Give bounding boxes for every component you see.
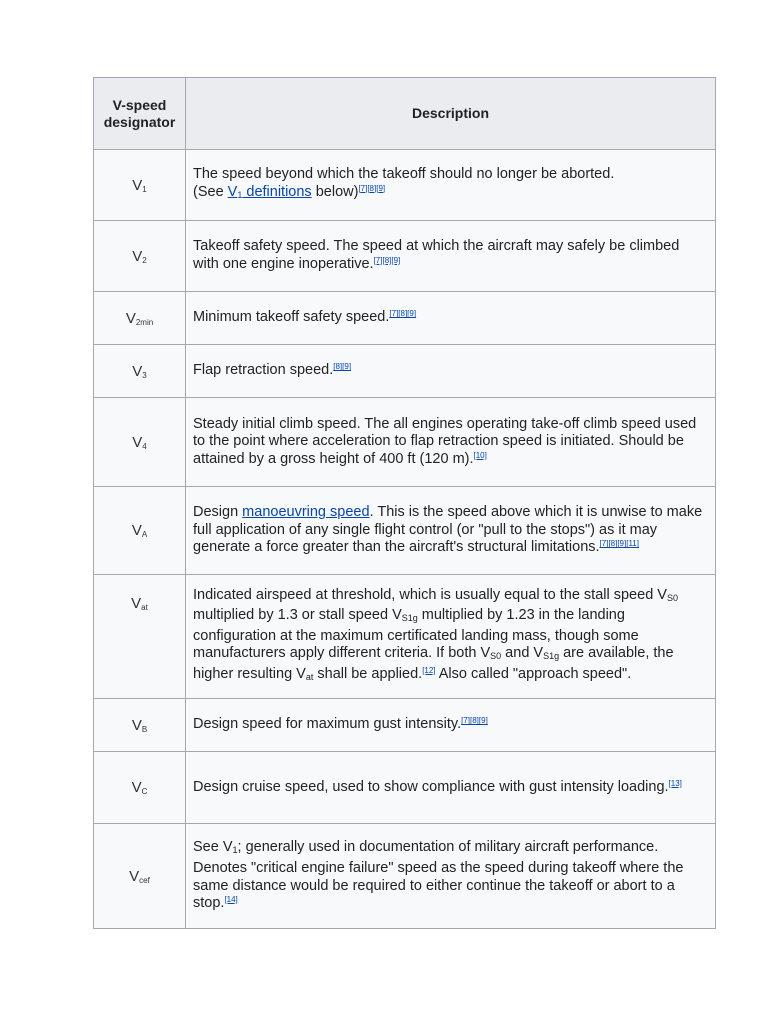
designator-cell	[94, 487, 186, 575]
reference-link[interactable]: [13]	[668, 778, 682, 788]
description-cell	[186, 292, 716, 345]
designator-subscript: A	[141, 530, 148, 539]
description-text: multiplied by 1.3 or stall speed	[193, 607, 393, 624]
link-symbol: V	[227, 183, 238, 200]
description-text: See	[193, 839, 223, 856]
description-text: Also called "approach speed".	[435, 665, 632, 682]
description-text: Design cruise speed, used to show compliance with gust intensity loading.	[193, 778, 669, 795]
manoeuvring-speed-link[interactable]: manoeuvring speed	[242, 504, 370, 521]
designator-symbol: V	[131, 716, 142, 734]
designator-cell	[94, 824, 186, 929]
inline-symbol: V	[392, 607, 402, 624]
designator-subscript: at	[141, 603, 148, 612]
description-text: shall be applied.	[313, 665, 423, 682]
inline-symbol: V	[222, 839, 233, 856]
designator-cell	[94, 699, 186, 752]
inline-symbol: V	[296, 665, 306, 682]
description-cell	[186, 575, 716, 699]
description-cell	[186, 345, 716, 398]
designator-subscript: 2	[142, 255, 147, 265]
table-row	[94, 752, 716, 824]
header-designator-line2: designator	[103, 113, 176, 130]
description-text: Minimum takeoff safety speed.	[193, 309, 390, 326]
table-row	[94, 345, 716, 398]
description-cell	[186, 699, 716, 752]
designator-cell	[94, 752, 186, 824]
inline-subscript: at	[305, 671, 314, 682]
designator-subscript: C	[141, 787, 148, 796]
description-cell	[186, 487, 716, 575]
description-text: . This is the speed above which it is unwise to make full application of any single flight control (or "pull to the stops") as it may generate a force greater than the aircraft's structural limitations.	[193, 504, 703, 556]
designator-symbol: V	[125, 309, 136, 327]
description-cell	[186, 752, 716, 824]
designator-symbol: V	[132, 247, 143, 265]
description-cell	[186, 150, 716, 221]
designator-symbol: V	[132, 433, 143, 451]
description-text: Flap retraction speed.	[193, 362, 334, 379]
designator-cell	[94, 292, 186, 345]
reference-link[interactable]: [14]	[224, 895, 238, 905]
link-text: definitions	[242, 183, 312, 200]
designator-subscript: cef	[139, 875, 150, 885]
designator-subscript: 1	[142, 184, 147, 194]
inline-subscript: S0	[666, 592, 678, 603]
reference-link[interactable]: [7][8][9]	[358, 183, 386, 193]
header-designator-line1: V-speed	[112, 96, 167, 113]
designator-cell	[94, 345, 186, 398]
description-text: Steady initial climb speed. The all engines operating take-off climb speed used to the point where acceleration to flap retraction speed is initiated. Should be attained by a gross height of 400 ft (120 m).	[193, 415, 697, 467]
table-header-row	[94, 78, 716, 150]
inline-subscript: S1g	[401, 613, 418, 624]
designator-symbol: V	[129, 867, 140, 885]
column-header-designator	[94, 78, 186, 150]
description-text: Design	[193, 504, 243, 521]
description-text: Indicated airspeed at threshold, which is usually equal to the stall speed	[193, 586, 658, 603]
inline-symbol: V	[657, 586, 667, 603]
designator-symbol: V	[132, 362, 143, 380]
inline-subscript: 1	[232, 845, 238, 856]
reference-link[interactable]: [10]	[473, 450, 487, 460]
table-row	[94, 575, 716, 699]
designator-subscript: B	[141, 724, 148, 734]
link-subscript: 1	[237, 189, 243, 200]
description-text: and	[501, 645, 534, 662]
table-row	[94, 221, 716, 292]
inline-subscript: S1g	[543, 651, 560, 662]
designator-symbol: V	[131, 522, 142, 539]
designator-subscript: 2min	[135, 317, 154, 327]
reference-link[interactable]: [12]	[422, 665, 436, 675]
designator-symbol: V	[131, 779, 142, 796]
table-row	[94, 398, 716, 487]
description-cell	[186, 824, 716, 929]
description-text: The speed beyond which the takeoff should no longer be aborted.	[193, 165, 615, 182]
designator-cell	[94, 398, 186, 487]
designator-subscript: 3	[142, 370, 147, 380]
v1-definitions-link[interactable]	[228, 184, 312, 200]
reference-link[interactable]: [7][8][9]	[461, 716, 488, 726]
description-text: ; generally used in documentation of military aircraft performance. Denotes "critical engine failure" speed as the speed during takeoff where the same distance would be required to either continue the takeoff or abort to a stop.	[193, 839, 684, 912]
reference-link[interactable]: [7][8][9][11]	[599, 539, 639, 549]
description-cell	[186, 398, 716, 487]
description-text: Takeoff safety speed. The speed at which the aircraft may safely be climbed with one engine inoperative.	[193, 238, 680, 272]
description-text: are available, the higher resulting	[193, 645, 674, 682]
description-text: Design speed for maximum gust intensity.	[193, 716, 462, 733]
reference-link[interactable]: [7][8][9]	[389, 309, 417, 319]
designator-cell	[94, 150, 186, 221]
designator-cell	[94, 221, 186, 292]
table-row	[94, 292, 716, 345]
description-cell	[186, 221, 716, 292]
table-row	[94, 487, 716, 575]
designator-subscript: 4	[142, 441, 147, 451]
description-text: multiplied by 1.23 in the landing configuration at the maximum certificated landing mass, though some manufacturers apply different criteria. If both	[193, 607, 639, 662]
table-row	[94, 699, 716, 752]
designator-cell	[94, 575, 186, 699]
designator-symbol: V	[131, 595, 142, 612]
table-row	[94, 824, 716, 929]
description-text: (See	[193, 183, 228, 200]
reference-link[interactable]: [8][9]	[333, 362, 352, 372]
description-text: below)	[311, 183, 359, 200]
designator-symbol: V	[132, 176, 143, 194]
table-row	[94, 150, 716, 221]
inline-subscript: S0	[490, 651, 502, 662]
inline-symbol: V	[480, 645, 491, 662]
reference-link[interactable]: [7][8][9]	[373, 256, 401, 265]
v-speed-table	[93, 77, 716, 929]
column-header-description: Description	[186, 78, 716, 150]
inline-symbol: V	[533, 645, 544, 662]
